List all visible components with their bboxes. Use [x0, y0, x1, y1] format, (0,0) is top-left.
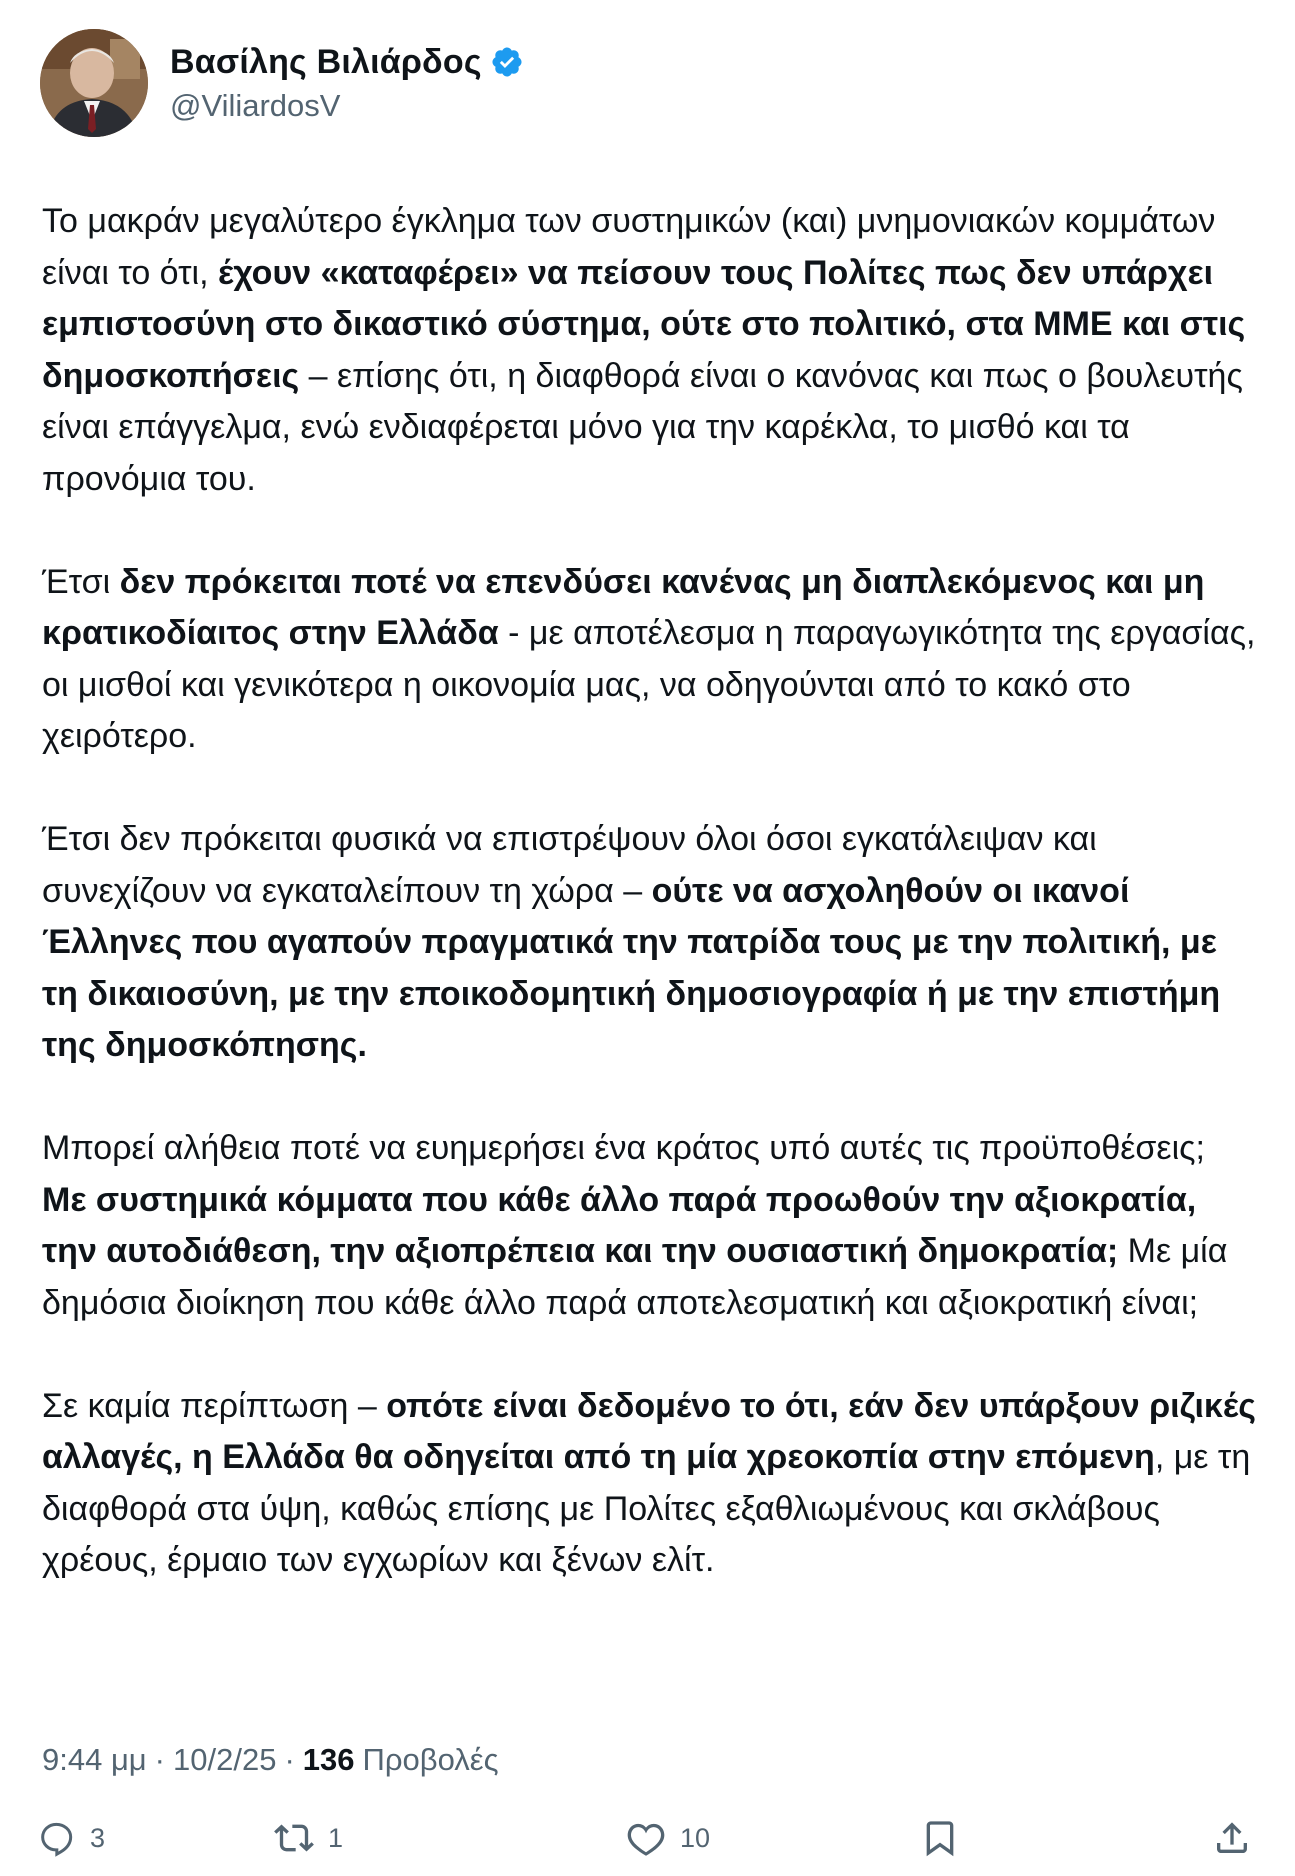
- views-label: Προβολές: [362, 1742, 499, 1777]
- like-icon: [626, 1818, 666, 1858]
- tweet-date[interactable]: 10/2/25: [173, 1742, 277, 1777]
- bold-text-segment: ούτε να ασχοληθούν οι ικανοί Έλληνες που αγαπούν πραγματικά την πατρίδα τους με την πολιτική, με τη δικαιοσύνη, με την εποικοδομητική δημοσιογραφία ή με την επιστήμη της δημοσκόπησης.: [42, 871, 1221, 1064]
- text-segment: – επίσης ότι, η διαφθορά είναι ο κανόνας και πως ο βουλευτής είναι επάγγελμα, ενώ ενδιαφέρεται μόνο για την καρέκλα, το μισθό και τα προνόμια του.: [42, 356, 1243, 498]
- bold-text-segment: οπότε είναι δεδομένο το ότι, εάν δεν υπάρξουν ριζικές αλλαγές, η Ελλάδα θα οδηγείται από τη μία χρεοκοπία στην επόμενη: [42, 1386, 1256, 1476]
- retweet-icon: [274, 1818, 314, 1858]
- text-segment: , με τη διαφθορά στα ύψη, καθώς επίσης με Πολίτες εξαθλιωμένους και σκλάβους χρέους, έρμαιο των εγχωρίων και ξένων ελίτ.: [42, 1438, 1251, 1579]
- tweet-paragraph: [42, 814, 1257, 1072]
- verified-badge-icon[interactable]: [490, 45, 524, 79]
- meta-separator: ·: [284, 1742, 295, 1777]
- like-button[interactable]: [626, 1800, 710, 1876]
- tweet-paragraph: [42, 557, 1257, 763]
- text-segment: Έτσι: [42, 562, 120, 601]
- text-segment: Με μία δημόσια διοίκηση που κάθε άλλο παρά αποτελεσματική και αξιοκρατική είναι;: [42, 1232, 1228, 1322]
- text-segment: Έτσι δεν πρόκειται φυσικά να επιστρέψουν όλοι όσοι εγκατάλειψαν και συνεχίζουν να εγκαταλείπουν τη χώρα –: [42, 820, 1097, 910]
- share-icon: [1212, 1818, 1252, 1858]
- tweet-header: [40, 28, 524, 138]
- action-bar: [0, 1800, 1295, 1876]
- bookmark-icon: [920, 1818, 960, 1858]
- retweet-count: 1: [328, 1822, 344, 1853]
- reply-count: 3: [90, 1822, 106, 1853]
- retweet-button[interactable]: [274, 1800, 343, 1876]
- text-segment: Σε καμία περίπτωση –: [42, 1386, 387, 1425]
- text-segment: - με αποτέλεσμα η παραγωγικότητα της εργασίας, οι μισθοί και γενικότερα η οικονομία μας, να οδηγούνται από το κακό στο χειρότερο.: [42, 614, 1256, 755]
- avatar-photo-icon: [40, 29, 148, 137]
- author-handle[interactable]: @ViliardosV: [170, 87, 341, 123]
- name-row: [170, 43, 524, 82]
- avatar[interactable]: [40, 29, 148, 137]
- reply-button[interactable]: [36, 1800, 105, 1876]
- text-segment: Μπορεί αλήθεια ποτέ να ευημερήσει ένα κράτος υπό αυτές τις προϋποθέσεις;: [42, 1129, 1205, 1167]
- bold-text-segment: δεν πρόκειται ποτέ να επενδύσει κανένας μη διαπλεκόμενος και μη κρατικοδίαιτος στην Ελλάδα: [42, 562, 1205, 652]
- tweet-paragraph: [42, 1123, 1257, 1329]
- text-segment: Το μακράν μεγαλύτερο έγκλημα των συστημικών (και) μνημονιακών κομμάτων είναι το ότι,: [42, 202, 1216, 292]
- bold-text-segment: Με συστημικά κόμματα που κάθε άλλο παρά προωθούν την αξιοκρατία, την αυτοδιάθεση, την αξιοπρέπεια και την ουσιαστική δημοκρατία;: [42, 1180, 1197, 1270]
- meta-separator: ·: [154, 1742, 165, 1777]
- share-button[interactable]: [1212, 1800, 1252, 1876]
- tweet-time[interactable]: 9:44 μμ: [42, 1742, 147, 1777]
- reply-icon: [36, 1818, 76, 1858]
- bookmark-button[interactable]: [920, 1800, 960, 1876]
- tweet-paragraph: [42, 196, 1257, 505]
- like-count: 10: [680, 1822, 711, 1853]
- tweet-text: [42, 196, 1257, 1638]
- author-display-name[interactable]: Βασίλης Βιλιάρδος: [170, 42, 482, 81]
- author-names: [170, 43, 524, 124]
- tweet-meta: [42, 1742, 499, 1778]
- views-count: 136: [302, 1742, 355, 1777]
- bold-text-segment: έχουν «καταφέρει» να πείσουν τους Πολίτες πως δεν υπάρχει εμπιστοσύνη στο δικαστικό σύστημα, ούτε στο πολιτικό, στα ΜΜΕ και στις δημοσκοπήσεις: [42, 253, 1246, 395]
- tweet-paragraph: [42, 1381, 1257, 1587]
